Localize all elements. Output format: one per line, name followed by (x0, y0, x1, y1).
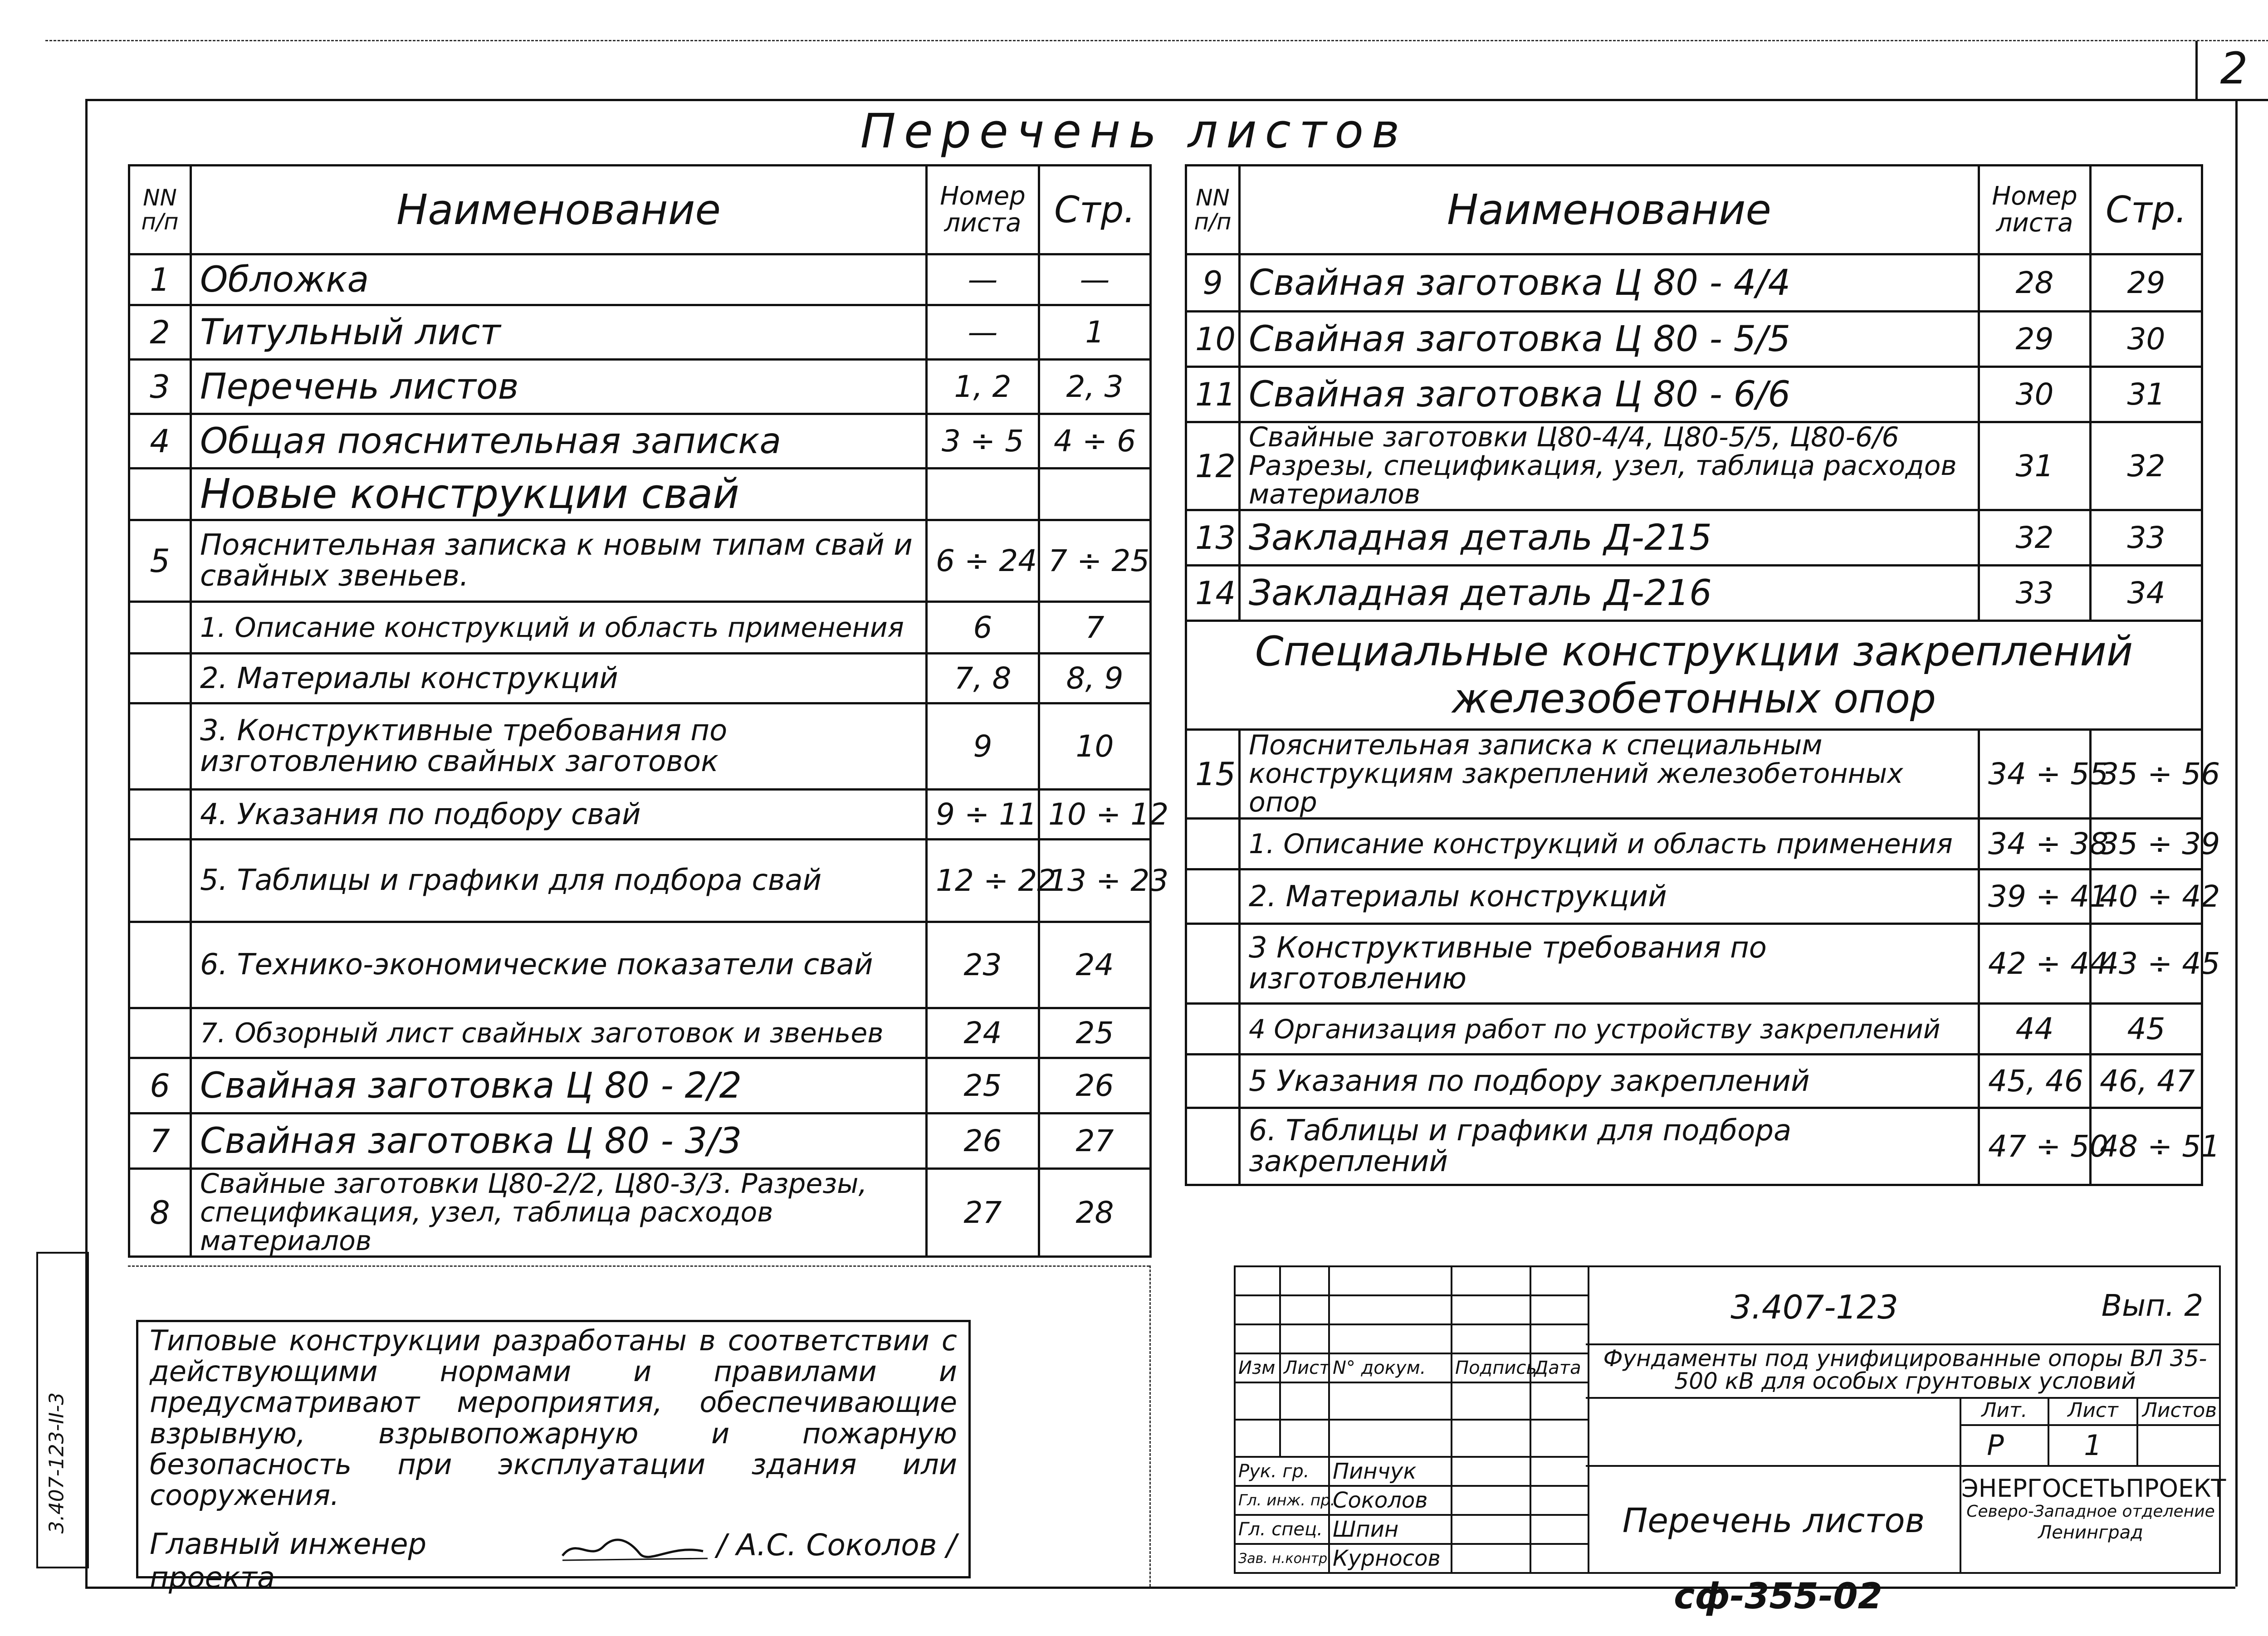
row-num (129, 654, 191, 703)
row-page: 31 (2091, 367, 2202, 422)
table-row (1186, 924, 2202, 1004)
row-sheet: 7, 8 (927, 654, 1039, 703)
archive-code: сф-355-02 (1674, 1576, 1882, 1617)
table-row (129, 922, 1151, 1008)
row-num (1186, 1004, 1240, 1055)
row-page: 25 (1039, 1008, 1151, 1058)
row-name: Свайная заготовка Ц 80 - 4/4 (1240, 254, 1979, 312)
table-row (129, 254, 1151, 305)
header-page: Стр. (2091, 166, 2202, 254)
row-sheet: 26 (927, 1113, 1039, 1169)
tb-line (1960, 1424, 2221, 1426)
header-num: NN п/п (1186, 166, 1240, 254)
table-row (1186, 422, 2202, 510)
table-row (129, 414, 1151, 469)
row-num: 10 (1186, 312, 1240, 367)
table-row (129, 1058, 1151, 1113)
row-sheet: 25 (927, 1058, 1039, 1113)
sheet-label: Лист (2068, 1399, 2118, 1422)
table-row (1186, 730, 2202, 819)
row-name: Свайные заготовки Ц80-4/4, Ц80-5/5, Ц80-6/6 Разрезы, спецификация, узел, таблица расходов материалов (1240, 422, 1979, 510)
stage-label: Лит. (1981, 1399, 2028, 1422)
row-name: 3. Конструктивные требования по изготовлению свайных заготовок (191, 703, 927, 790)
row-sheet (927, 469, 1039, 520)
row-page: 43 ÷ 45 (2091, 924, 2202, 1004)
page-title: Перечень листов (860, 103, 1408, 159)
row-num (1186, 1055, 1240, 1108)
doc-code: 3.407-123 (1730, 1288, 1898, 1326)
revision-grid (1234, 1265, 1589, 1574)
table-row (1186, 312, 2202, 367)
sheets-label: Листов (2142, 1399, 2217, 1422)
table-row (1186, 367, 2202, 422)
row-page: 30 (2091, 312, 2202, 367)
row-page: 29 (2091, 254, 2202, 312)
header-name: Наименование (191, 166, 927, 254)
row-page: 48 ÷ 51 (2091, 1108, 2202, 1185)
table-row (129, 469, 1151, 520)
row-name: 5. Таблицы и графики для подбора свай (191, 840, 927, 922)
table-row (1186, 869, 2202, 924)
row-sheet: 31 (1979, 422, 2091, 510)
row-num (1186, 819, 1240, 869)
row-sheet: — (927, 305, 1039, 360)
row-name: Закладная деталь Д-215 (1240, 510, 1979, 566)
row-name: 4 Организация работ по устройству закреплений (1240, 1004, 1979, 1055)
row-page: 32 (2091, 422, 2202, 510)
doc-title: Перечень листов (1622, 1501, 1925, 1540)
row-num (129, 703, 191, 790)
org-city: Ленинград (2038, 1522, 2143, 1543)
row-sheet: 27 (927, 1169, 1039, 1257)
table-header-row (1186, 166, 2202, 254)
row-num (129, 840, 191, 922)
row-page (1039, 469, 1151, 520)
table-row (129, 520, 1151, 602)
table-row (129, 703, 1151, 790)
header-page: Стр. (1039, 166, 1151, 254)
row-name: Свайные заготовки Ц80-2/2, Ц80-3/3. Разрезы, спецификация, узел, таблица расходов материалов (191, 1169, 927, 1257)
table-header-row (129, 166, 1151, 254)
header-list: Лист (1280, 1353, 1329, 1382)
header-num: NN п/п (129, 166, 191, 254)
row-name: Общая пояснительная записка (191, 414, 927, 469)
row-sheet: 6 (927, 602, 1039, 654)
row-num: 13 (1186, 510, 1240, 566)
table-row (129, 654, 1151, 703)
row-name: 4. Указания по подбору свай (191, 790, 927, 840)
row-num: 1 (129, 254, 191, 305)
table-row (1235, 1353, 1589, 1382)
row-name: 3 Конструктивные требования по изготовлению (1240, 924, 1979, 1004)
row-sheet: 6 ÷ 24 (927, 520, 1039, 602)
row-page: 27 (1039, 1113, 1151, 1169)
frame-top (85, 99, 2235, 101)
signature-label: Главный инженер проекта (150, 1528, 427, 1595)
row-sheet: — (927, 254, 1039, 305)
row-sheet: 9 ÷ 11 (927, 790, 1039, 840)
row-sheet: 24 (927, 1008, 1039, 1058)
table-row (1235, 1486, 1589, 1515)
row-page: 35 ÷ 39 (2091, 819, 2202, 869)
row-page: 40 ÷ 42 (2091, 869, 2202, 924)
role-signature (1452, 1457, 1530, 1486)
signature-name: / А.С. Соколов / (717, 1528, 957, 1563)
row-name: 1. Описание конструкций и область применения (1240, 819, 1979, 869)
row-sheet: 23 (927, 922, 1039, 1008)
header-sheet: Номер листа (927, 166, 1039, 254)
sheet-corner-number: 2 (2220, 43, 2248, 94)
table-row (129, 1113, 1151, 1169)
table-row (129, 790, 1151, 840)
row-num: 15 (1186, 730, 1240, 819)
row-sheet: 34 ÷ 55 (1979, 730, 2091, 819)
role-label: Рук. гр. (1235, 1457, 1329, 1486)
top-cut-line (45, 40, 2268, 41)
row-num (1186, 869, 1240, 924)
row-num (129, 469, 191, 520)
header-doc: N° докум. (1329, 1353, 1452, 1382)
role-label: Гл. спец. (1235, 1515, 1329, 1544)
row-num: 2 (129, 305, 191, 360)
table-row (1186, 566, 2202, 621)
row-num (129, 1008, 191, 1058)
table-row (1235, 1266, 1589, 1295)
doc-issue: Вып. 2 (2101, 1288, 2204, 1323)
row-sheet: 30 (1979, 367, 2091, 422)
table-row (1186, 819, 2202, 869)
table-row (1186, 621, 2202, 730)
row-name: Перечень листов (191, 360, 927, 414)
row-page: — (1039, 254, 1151, 305)
header-sign: Подпись (1452, 1353, 1530, 1382)
row-num: 7 (129, 1113, 191, 1169)
row-sheet: 3 ÷ 5 (927, 414, 1039, 469)
row-num: 11 (1186, 367, 1240, 422)
row-name: 2. Материалы конструкций (1240, 869, 1979, 924)
row-name: Пояснительная записка к новым типам свай и свайных звеньев. (191, 520, 927, 602)
header-sheet: Номер листа (1979, 166, 2091, 254)
row-num (129, 790, 191, 840)
row-name: Свайная заготовка Ц 80 - 6/6 (1240, 367, 1979, 422)
row-num (1186, 924, 1240, 1004)
row-page: 10 ÷ 12 (1039, 790, 1151, 840)
role-signature (1452, 1544, 1530, 1573)
row-name: 6. Технико-экономические показатели свай (191, 922, 927, 1008)
row-name: 1. Описание конструкций и область применения (191, 602, 927, 654)
row-name: Свайная заготовка Ц 80 - 5/5 (1240, 312, 1979, 367)
tb-line (1586, 1465, 2221, 1467)
section-heading: Специальные конструкции закреплений железобетонных опор (1186, 621, 2202, 730)
side-stamp-text: 3.407-123-II-3 (45, 1392, 68, 1534)
row-num: 9 (1186, 254, 1240, 312)
sheet-value: 1 (2084, 1429, 2102, 1462)
row-num: 8 (129, 1169, 191, 1257)
doc-description: Фундаменты под унифицированные опоры ВЛ 35-500 кВ для особых грунтовых условий (1603, 1345, 2207, 1394)
role-label: Зав. н.контр. (1235, 1544, 1329, 1573)
row-name: Титульный лист (191, 305, 927, 360)
row-sheet: 9 (927, 703, 1039, 790)
row-num: 5 (129, 520, 191, 602)
table-row (1235, 1544, 1589, 1573)
row-sheet: 44 (1979, 1004, 2091, 1055)
header-date: Дата (1530, 1353, 1589, 1382)
table-row (1235, 1295, 1589, 1324)
row-page: 13 ÷ 23 (1039, 840, 1151, 922)
row-page: 4 ÷ 6 (1039, 414, 1151, 469)
table-row (1235, 1515, 1589, 1544)
row-sheet: 39 ÷ 41 (1979, 869, 2091, 924)
table-row (1186, 510, 2202, 566)
row-num (129, 922, 191, 1008)
table-row (129, 360, 1151, 414)
row-page: 28 (1039, 1169, 1151, 1257)
role-name: Курносов (1329, 1544, 1452, 1573)
table-row (1186, 1055, 2202, 1108)
table-row (1235, 1324, 1589, 1353)
row-name: 7. Обзорный лист свайных заготовок и звеньев (191, 1008, 927, 1058)
row-name: Новые конструкции свай (191, 469, 927, 520)
row-sheet: 32 (1979, 510, 2091, 566)
table-row (1186, 1108, 2202, 1185)
table-row (1186, 1004, 2202, 1055)
row-page: 35 ÷ 56 (2091, 730, 2202, 819)
row-page: 34 (2091, 566, 2202, 621)
table-row (1235, 1457, 1589, 1486)
row-page: 8, 9 (1039, 654, 1151, 703)
role-signature (1452, 1486, 1530, 1515)
row-sheet: 29 (1979, 312, 2091, 367)
table-row (1235, 1420, 1589, 1457)
row-name: 2. Материалы конструкций (191, 654, 927, 703)
row-num: 6 (129, 1058, 191, 1113)
header-izm: Изм (1235, 1353, 1280, 1382)
right-sheet-list-table (1185, 164, 2220, 1186)
row-num (1186, 1108, 1240, 1185)
table-row (1186, 254, 2202, 312)
row-page: 7 ÷ 25 (1039, 520, 1151, 602)
table-row (129, 840, 1151, 922)
role-name: Пинчук (1329, 1457, 1452, 1486)
row-name: Обложка (191, 254, 927, 305)
left-sheet-list-table (128, 164, 1169, 1258)
divider-line (128, 1265, 1149, 1267)
row-num: 4 (129, 414, 191, 469)
row-page: 26 (1039, 1058, 1151, 1113)
row-num (129, 602, 191, 654)
row-page: 33 (2091, 510, 2202, 566)
row-name: Свайная заготовка Ц 80 - 3/3 (191, 1113, 927, 1169)
row-sheet: 28 (1979, 254, 2091, 312)
row-page: 1 (1039, 305, 1151, 360)
table-row (129, 1008, 1151, 1058)
row-sheet: 1, 2 (927, 360, 1039, 414)
row-page: 10 (1039, 703, 1151, 790)
center-divider (1149, 1265, 1151, 1587)
row-page: 7 (1039, 602, 1151, 654)
row-page: 45 (2091, 1004, 2202, 1055)
row-name: Свайная заготовка Ц 80 - 2/2 (191, 1058, 927, 1113)
role-signature (1452, 1515, 1530, 1544)
org-name: ЭНЕРГОСЕТЬПРОЕКТ (1961, 1474, 2226, 1503)
role-label: Гл. инж. пр. (1235, 1486, 1329, 1515)
stage-value: Р (1987, 1429, 2004, 1462)
table-row (129, 602, 1151, 654)
table-row (1235, 1382, 1589, 1420)
row-num: 12 (1186, 422, 1240, 510)
row-num: 3 (129, 360, 191, 414)
row-sheet: 45, 46 (1979, 1055, 2091, 1108)
row-page: 46, 47 (2091, 1055, 2202, 1108)
row-name: 5 Указания по подбору закреплений (1240, 1055, 1979, 1108)
row-num: 14 (1186, 566, 1240, 621)
row-name: 6. Таблицы и графики для подбора закреплений (1240, 1108, 1979, 1185)
table-row (129, 1169, 1151, 1257)
title-block (1234, 1265, 2241, 1574)
row-sheet: 12 ÷ 22 (927, 840, 1039, 922)
table-row (129, 305, 1151, 360)
row-sheet: 33 (1979, 566, 2091, 621)
row-page: 2, 3 (1039, 360, 1151, 414)
signature-scribble (558, 1529, 712, 1565)
row-sheet: 34 ÷ 38 (1979, 819, 2091, 869)
role-name: Шпин (1329, 1515, 1452, 1544)
header-name: Наименование (1240, 166, 1979, 254)
role-name: Соколов (1329, 1486, 1452, 1515)
row-name: Закладная деталь Д-216 (1240, 566, 1979, 621)
row-sheet: 47 ÷ 50 (1979, 1108, 2091, 1185)
row-page: 24 (1039, 922, 1151, 1008)
row-name: Пояснительная записка к специальным конструкциям закреплений железобетонных опор (1240, 730, 1979, 819)
row-sheet: 42 ÷ 44 (1979, 924, 2091, 1004)
org-branch: Северо-Западное отделение (1966, 1502, 2215, 1521)
note-text: Типовые конструкции разработаны в соответствии с действующими нормами и правилами и предусматривают мероприятия, обеспечивающие взрывную, взрывопожарную и пожарную безопасность при эксплуатации здания или сооружения. (150, 1324, 957, 1512)
